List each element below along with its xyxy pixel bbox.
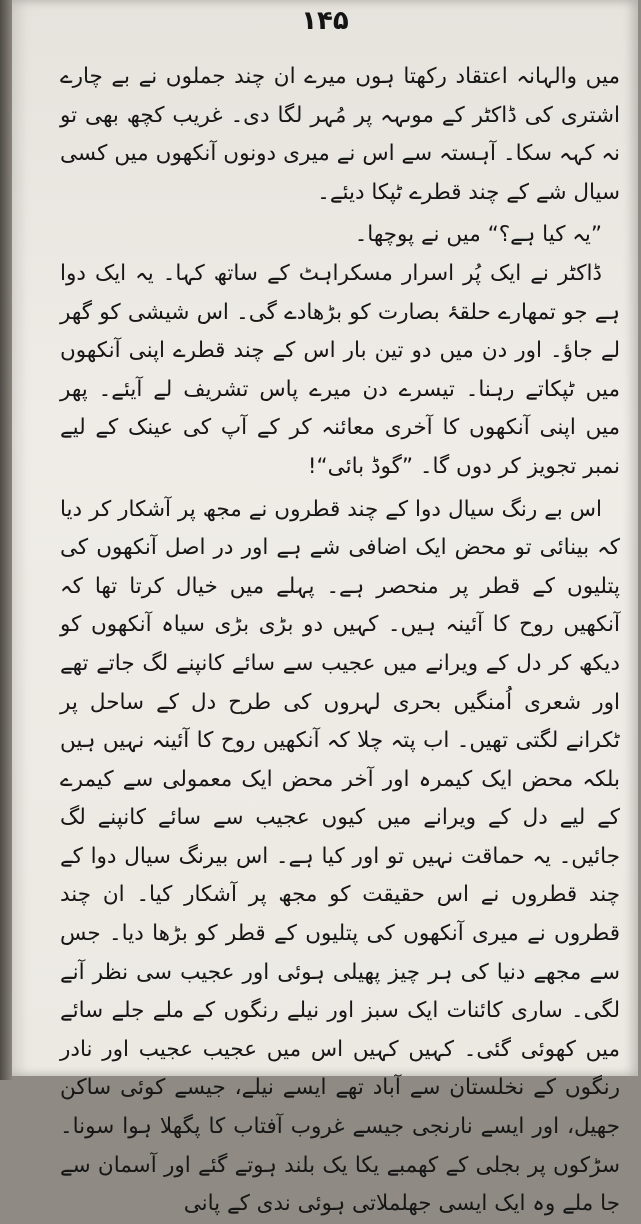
paragraph: ڈاکٹر نے ایک پُر اسرار مسکراہٹ کے ساتھ کہا۔ یہ ایک دوا ہے جو تمھارے حلقۂ بصارت کو بڑھادے گی۔ اس شیشی کو گھر لے جاؤ۔ اور دن میں دو تین بار اس کے چند قطرے اپنی آنکھوں میں ٹپکاتے رہنا۔ تیسرے دن میرے پاس تشریف لے آیئے۔ پھر میں اپنی آنکھوں کا آخری معائنہ کر کے آپ کی عینک کے لیے نمبر تجویز کر دوں گا۔ ”گوڈ بائی“! [60, 260, 620, 479]
paragraph: ”یہ کیا ہے؟“ میں نے پوچھا۔ [354, 222, 602, 248]
page-body-text [60, 58, 620, 1224]
paragraph: اس بے رنگ سیال دوا کے چند قطروں نے مجھ پر آشکار کر دیا کہ بینائی تو محض ایک اضافی شے ہے اور در اصل آنکھوں کی پتلیوں کے قطر پر منحصر ہے۔ پہلے میں خیال کرتا تھا کہ آنکھیں روح کا آئینہ ہیں۔ کہیں دو بڑی بڑی سیاہ آنکھوں کو دیکھ کر دل کے ویرانے میں عجیب سے سائے کانپنے لگ جاتے تھے اور شعری اُمنگیں بحری لہروں کی طرح دل کے ساحل پر ٹکرانے لگتی تھیں۔ اب پتہ چلا کہ آنکھیں روح کا آئینہ نہیں ہیں بلکہ محض ایک کیمرہ اور آخر محض ایک معمولی سے کیمرے کے لیے دل کے ویرانے میں کیوں عجیب سے سائے کانپنے لگ جائیں۔ یہ حماقت نہیں تو اور کیا ہے۔ اس بیرنگ سیال دوا کے چند قطروں نے اس حقیقت کو مجھ پر آشکار کیا۔ ان چند قطروں نے میری آنکھوں کی پتلیوں کے قطر کو بڑھا دیا۔ جس سے مجھے دنیا کی ہر چیز پھیلی ہوئی اور عجیب سی نظر آنے لگی۔ ساری کائنات ایک سبز اور نیلے رنگوں کے ملے جلے سائے میں کھوئی گئی۔ کہیں کہیں اس میں عجیب عجیب اور نادر رنگوں کے نخلستان سے آباد تھے ایسے نیلے، جیسے کوئی ساکن جھیل، اور ایسے نارنجی جیسے غروب آفتاب کا پگھلا ہوا سونا۔ سڑکوں پر بجلی کے کھمبے یکا یک بلند ہوتے گئے اور آسمان سے جا ملے وہ ایک ایسی جھلملاتی ہوئی ندی کے پانی [60, 496, 620, 1217]
paragraph: میں والہانہ اعتقاد رکھتا ہوں میرے ان چند جملوں نے بے چارے اشتری کی ڈاکٹر کے موںہہ پر مُہر لگا دی۔ غریب کچھ بھی تو نہ کہہ سکا۔ آہستہ سے اس نے میری دونوں آنکھوں میں کسی سیال شے کے چند قطرے ٹپکا دیئے۔ [60, 64, 620, 205]
book-page [12, 0, 638, 1217]
book-spine-shadow [0, 0, 12, 1080]
page-number: ۱۴۵ [301, 6, 349, 36]
